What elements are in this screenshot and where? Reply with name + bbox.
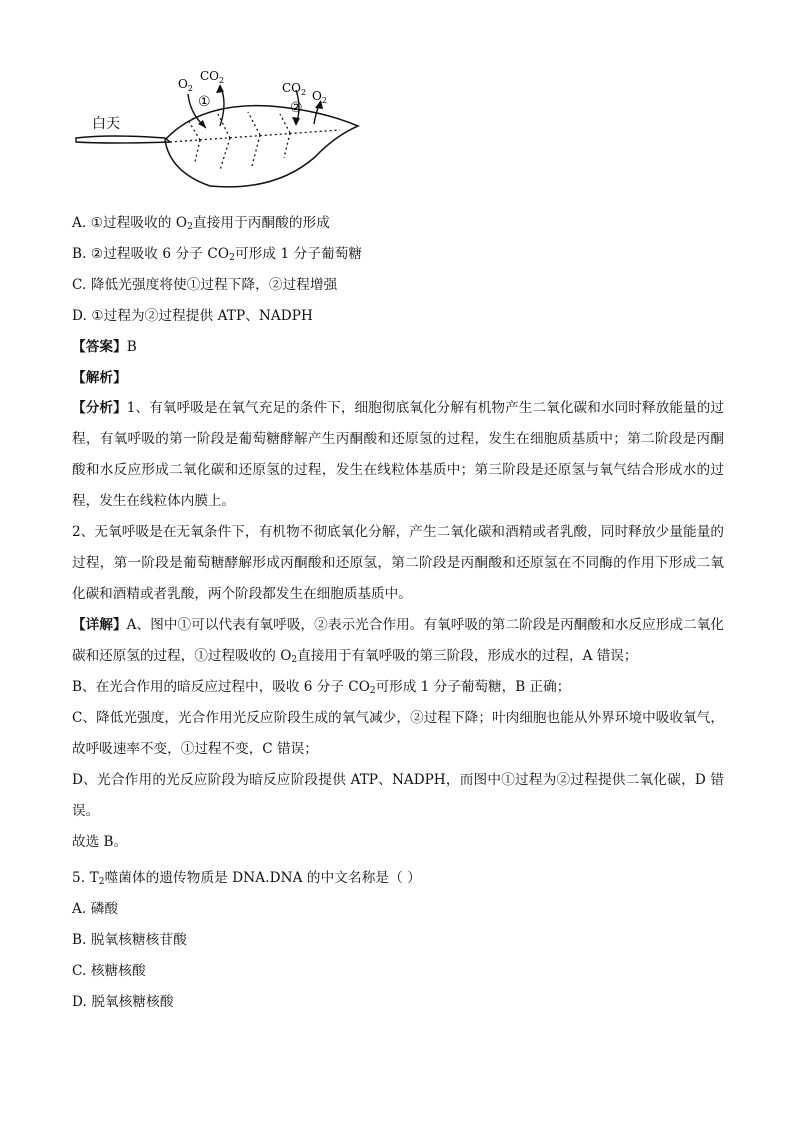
question-5-option-c: C. 核糖核酸	[72, 963, 146, 979]
question-5-option-b: B. 脱氧核糖核苷酸	[72, 932, 187, 948]
analysis-paragraph-2: 2、无氧呼吸是在无氧条件下，有机物不彻底氧化分解，产生二氧化碳和酒精或者乳酸，同时释放少量能量的过程，第一阶段是葡萄糖酵解形成丙酮酸和还原氢，第二阶段是丙酮酸和还原氢在不同酶的作用下形成二氧化碳和酒精或者乳酸，两个阶段都发生在细胞质基质中。	[72, 524, 724, 602]
process-2-label: ②	[290, 100, 303, 116]
question-5-option-a: A. 磷酸	[72, 901, 119, 917]
leaf-diagram	[70, 62, 370, 202]
leaf-outline	[165, 106, 358, 187]
answer-line: 【答案】B	[72, 339, 137, 355]
detail-paragraph-b: B、在光合作用的暗反应过程中，吸收 6 分子 $CO_2$可形成 1 分子葡萄糖，B 正确；	[72, 679, 571, 696]
analysis-body	[72, 393, 724, 858]
option-d: D. ①过程为②过程提供 ATP、NADPH	[72, 308, 314, 324]
detail-paragraph-a: 【详解】A、图中①可以代表有氧呼吸，②表示光合作用。有氧呼吸的第二阶段是丙酮酸和水反应形成二氧化碳和还原氢的过程，①过程吸收的 $O_2$直接用于有氧呼吸的第三阶段，形成水的过程，A 错误；	[72, 617, 724, 665]
o2-left-label: $O_2$	[178, 77, 193, 93]
arrow-co2-in-head	[292, 117, 300, 126]
detail-paragraph-d: D、光合作用的光反应阶段为暗反应阶段提供 ATP、NADPH，而图中①过程为②过程提供二氧化碳，D 错误。	[72, 772, 724, 819]
leaf-midrib	[170, 130, 340, 142]
question-5-stem: 5. $T_2$噬菌体的遗传物质是 DNA.DNA 的中文名称是（ ）	[72, 870, 421, 887]
analysis-heading: 【解析】	[72, 370, 127, 386]
leaf-veins	[188, 112, 290, 170]
conclusion: 故选 B。	[72, 834, 128, 850]
process-1-label: ①	[198, 94, 211, 110]
detail-paragraph-c: C、降低光强度，光合作用光反应阶段生成的氧气减少，②过程下降；叶肉细胞也能从外界环境中吸收氧气，故呼吸速率不变，①过程不变，C 错误；	[72, 710, 724, 757]
question-5-option-d: D. 脱氧核糖核酸	[72, 994, 174, 1010]
co2-right-label: $CO_2$	[282, 81, 307, 97]
leaf-stem	[76, 136, 170, 143]
option-c: C. 降低光强度将使①过程下降，②过程增强	[72, 277, 338, 293]
o2-right-label: $O_2$	[312, 89, 327, 105]
co2-left-label: $CO_2$	[200, 69, 225, 85]
option-b: B. ②过程吸收 6 分子 $CO_2$可形成 1 分子葡萄糖	[72, 246, 363, 263]
analysis-paragraph-1: 【分析】1、有氧呼吸是在氧气充足的条件下，细胞彻底氧化分解有机物产生二氧化碳和水同时释放能量的过程，有氧呼吸的第一阶段是葡萄糖酵解产生丙酮酸和还原氢的过程，发生在细胞质基质中；第二阶段是丙酮酸和水反应形成二氧化碳和还原氢的过程，发生在线粒体基质中；第三阶段是还原氢与氧气结合形成水的过程，发生在线粒体内膜上。	[72, 400, 725, 509]
option-a: A. ①过程吸收的 $O_2$直接用于丙酮酸的形成	[72, 215, 330, 232]
daytime-label: 白天	[92, 116, 120, 132]
arrow-co2-out-head	[216, 84, 224, 93]
